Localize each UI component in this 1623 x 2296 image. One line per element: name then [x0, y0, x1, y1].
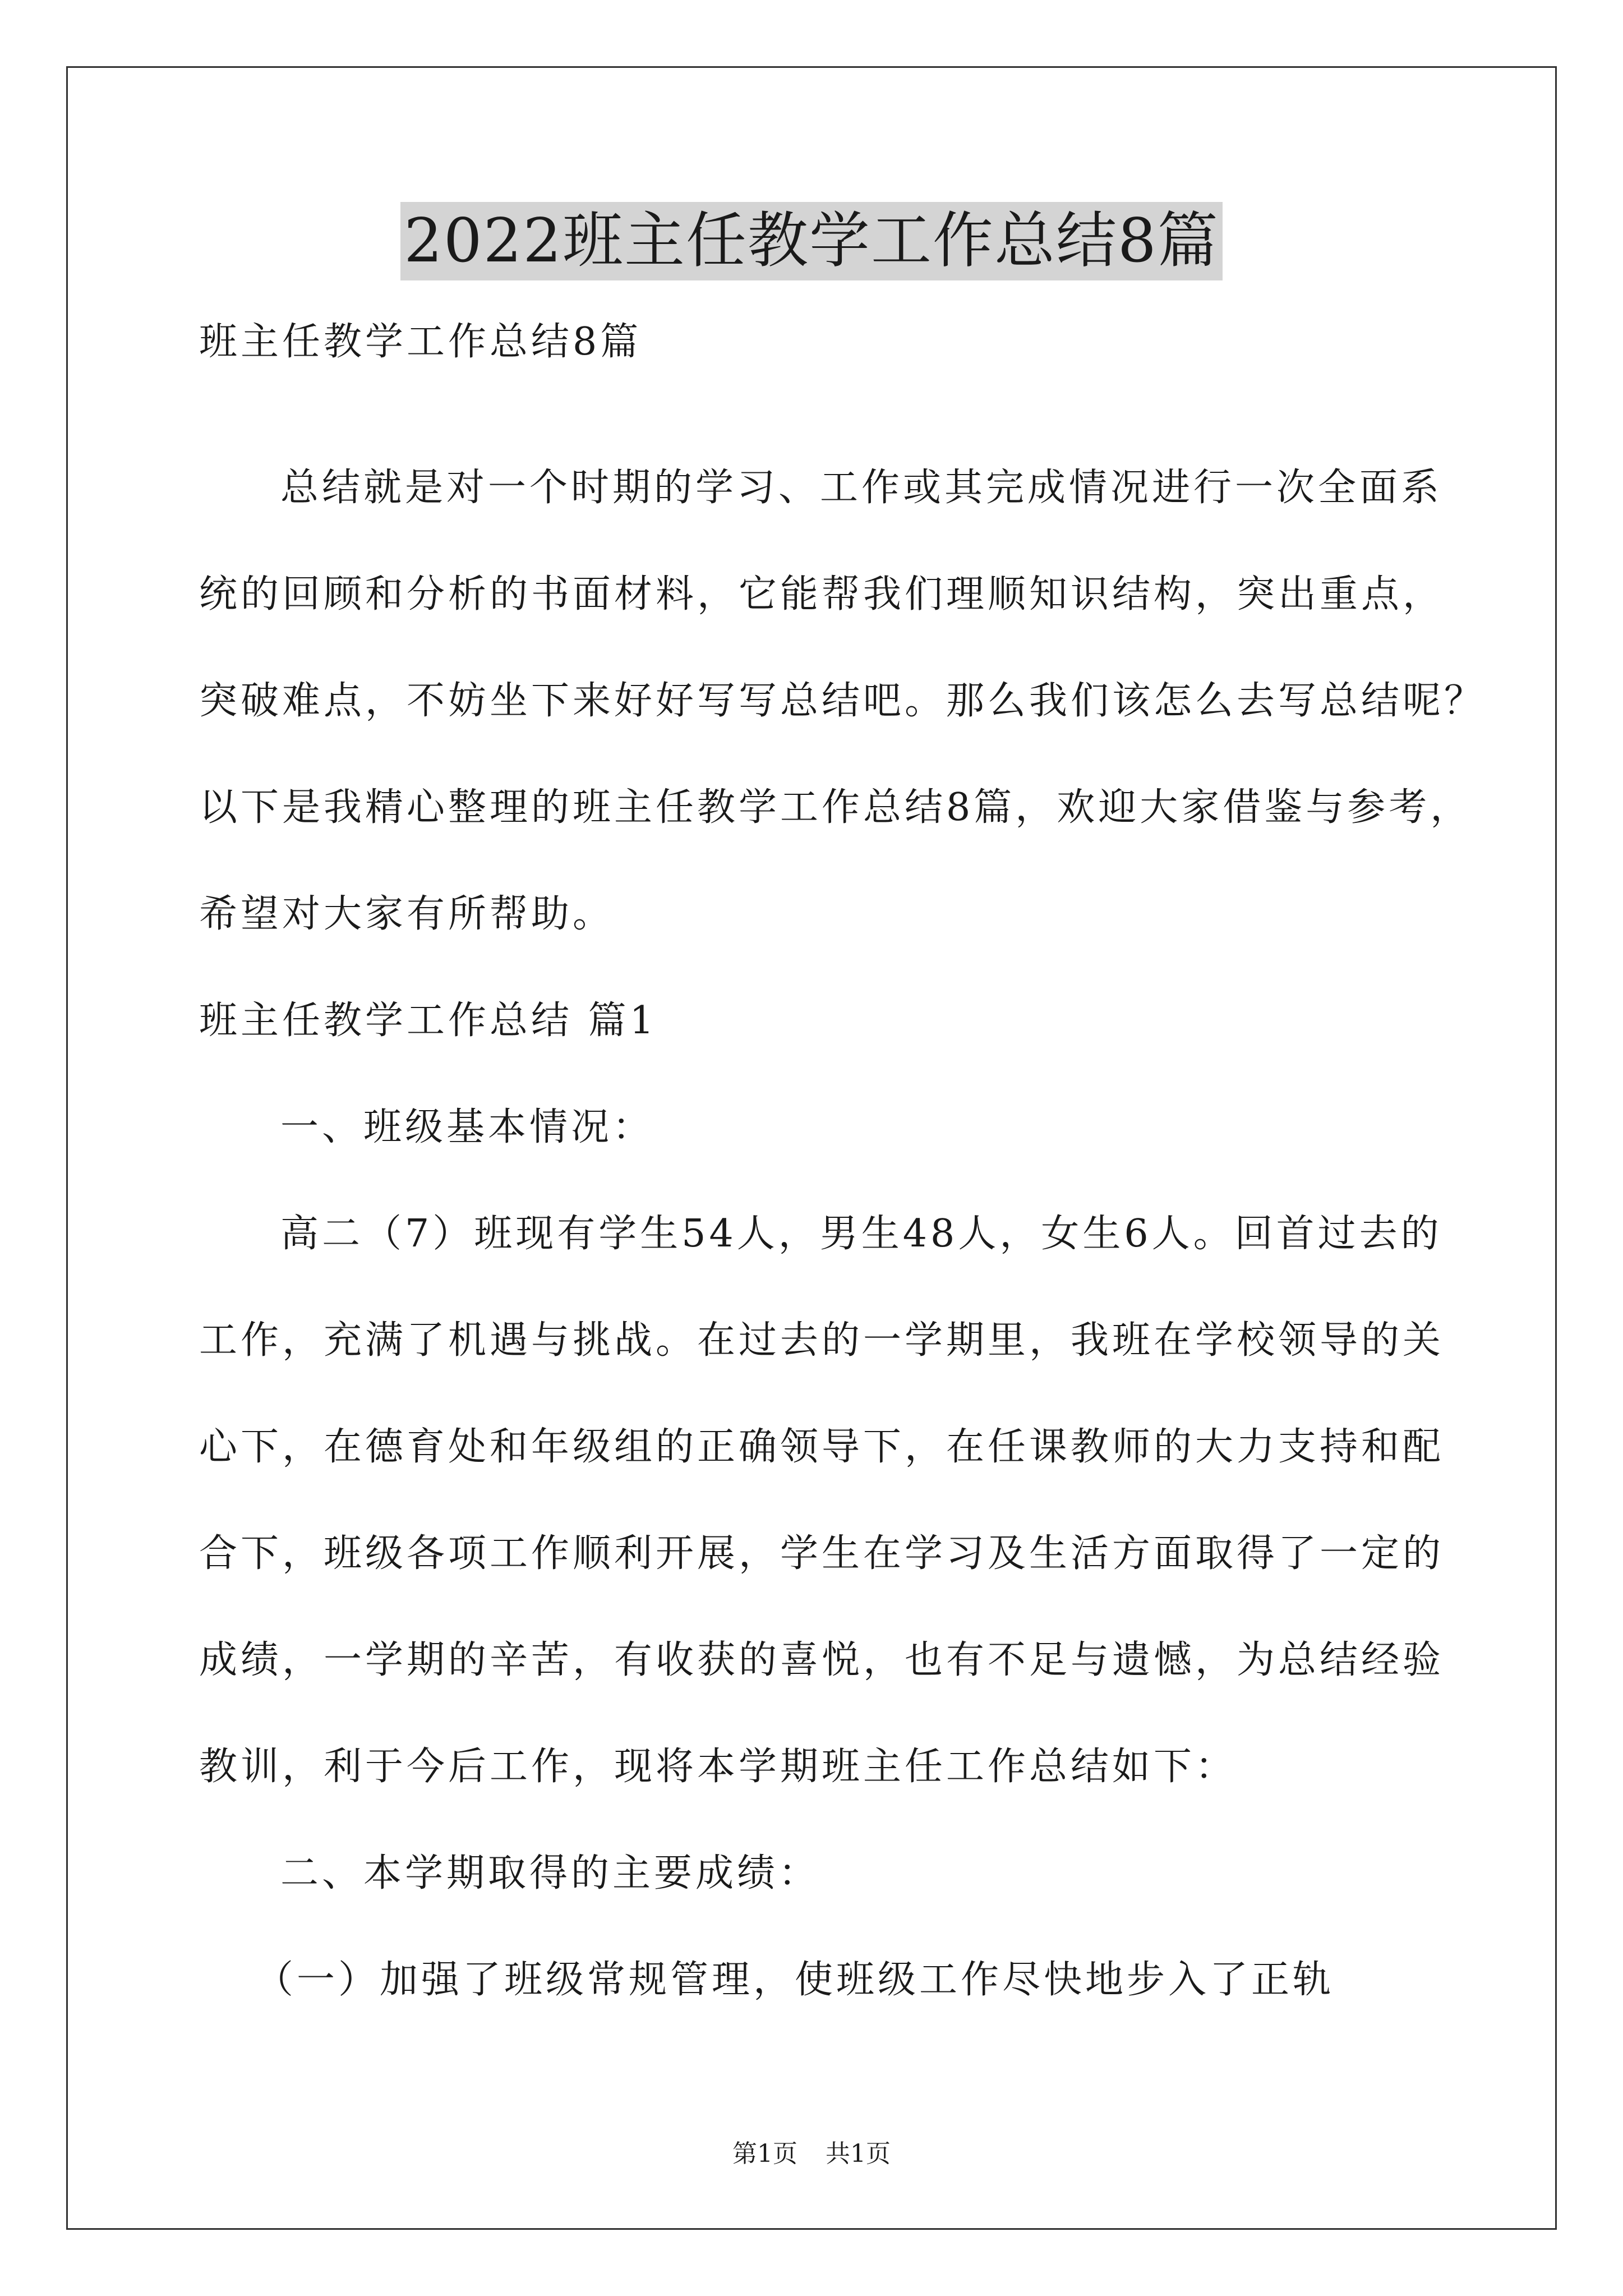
- intro-line: 以下是我精心整理的班主任教学工作总结8篇，欢迎大家借鉴与参考，: [199, 785, 1472, 830]
- paragraph-line: 教训，利于今后工作，现将本学期班主任工作总结如下：: [199, 1745, 1237, 1789]
- intro-line: 突破难点，不妨坐下来好好写写总结吧。那么我们该怎么去写总结呢？: [199, 679, 1486, 723]
- intro-line: 统的回顾和分析的书面材料，它能帮我们理顺知识结构，突出重点，: [199, 572, 1445, 616]
- title-area: [0, 202, 1623, 280]
- intro-line: 希望对大家有所帮助。: [199, 892, 615, 936]
- intro-line: 总结就是对一个时期的学习、工作或其完成情况进行一次全面系: [280, 466, 1443, 510]
- sub-heading: （一）加强了班级常规管理，使班级工作尽快地步入了正轨: [255, 1958, 1335, 2002]
- part-heading: 二、本学期取得的主要成绩：: [280, 1851, 820, 1895]
- subtitle: 班主任教学工作总结8篇: [199, 320, 642, 364]
- section-heading: 班主任教学工作总结 篇1: [199, 999, 657, 1043]
- page-number: 第1页: [732, 2139, 797, 2168]
- paragraph-line: 高二（7）班现有学生54人，男生48人，女生6人。回首过去的: [280, 1212, 1442, 1256]
- document-title: 2022班主任教学工作总结8篇: [400, 202, 1223, 280]
- page-footer: [0, 2138, 1623, 2170]
- paragraph-line: 成绩，一学期的辛苦，有收获的喜悦，也有不足与遗憾，为总结经验: [199, 1638, 1445, 1682]
- paragraph-line: 心下，在德育处和年级组的正确领导下，在任课教师的大力支持和配: [199, 1425, 1445, 1469]
- paragraph-line: 合下，班级各项工作顺利开展，学生在学习及生活方面取得了一定的: [199, 1531, 1445, 1576]
- paragraph-line: 工作，充满了机遇与挑战。在过去的一学期里，我班在学校领导的关: [199, 1318, 1445, 1363]
- page-total: 共1页: [826, 2139, 891, 2168]
- part-heading: 一、班级基本情况：: [280, 1105, 654, 1149]
